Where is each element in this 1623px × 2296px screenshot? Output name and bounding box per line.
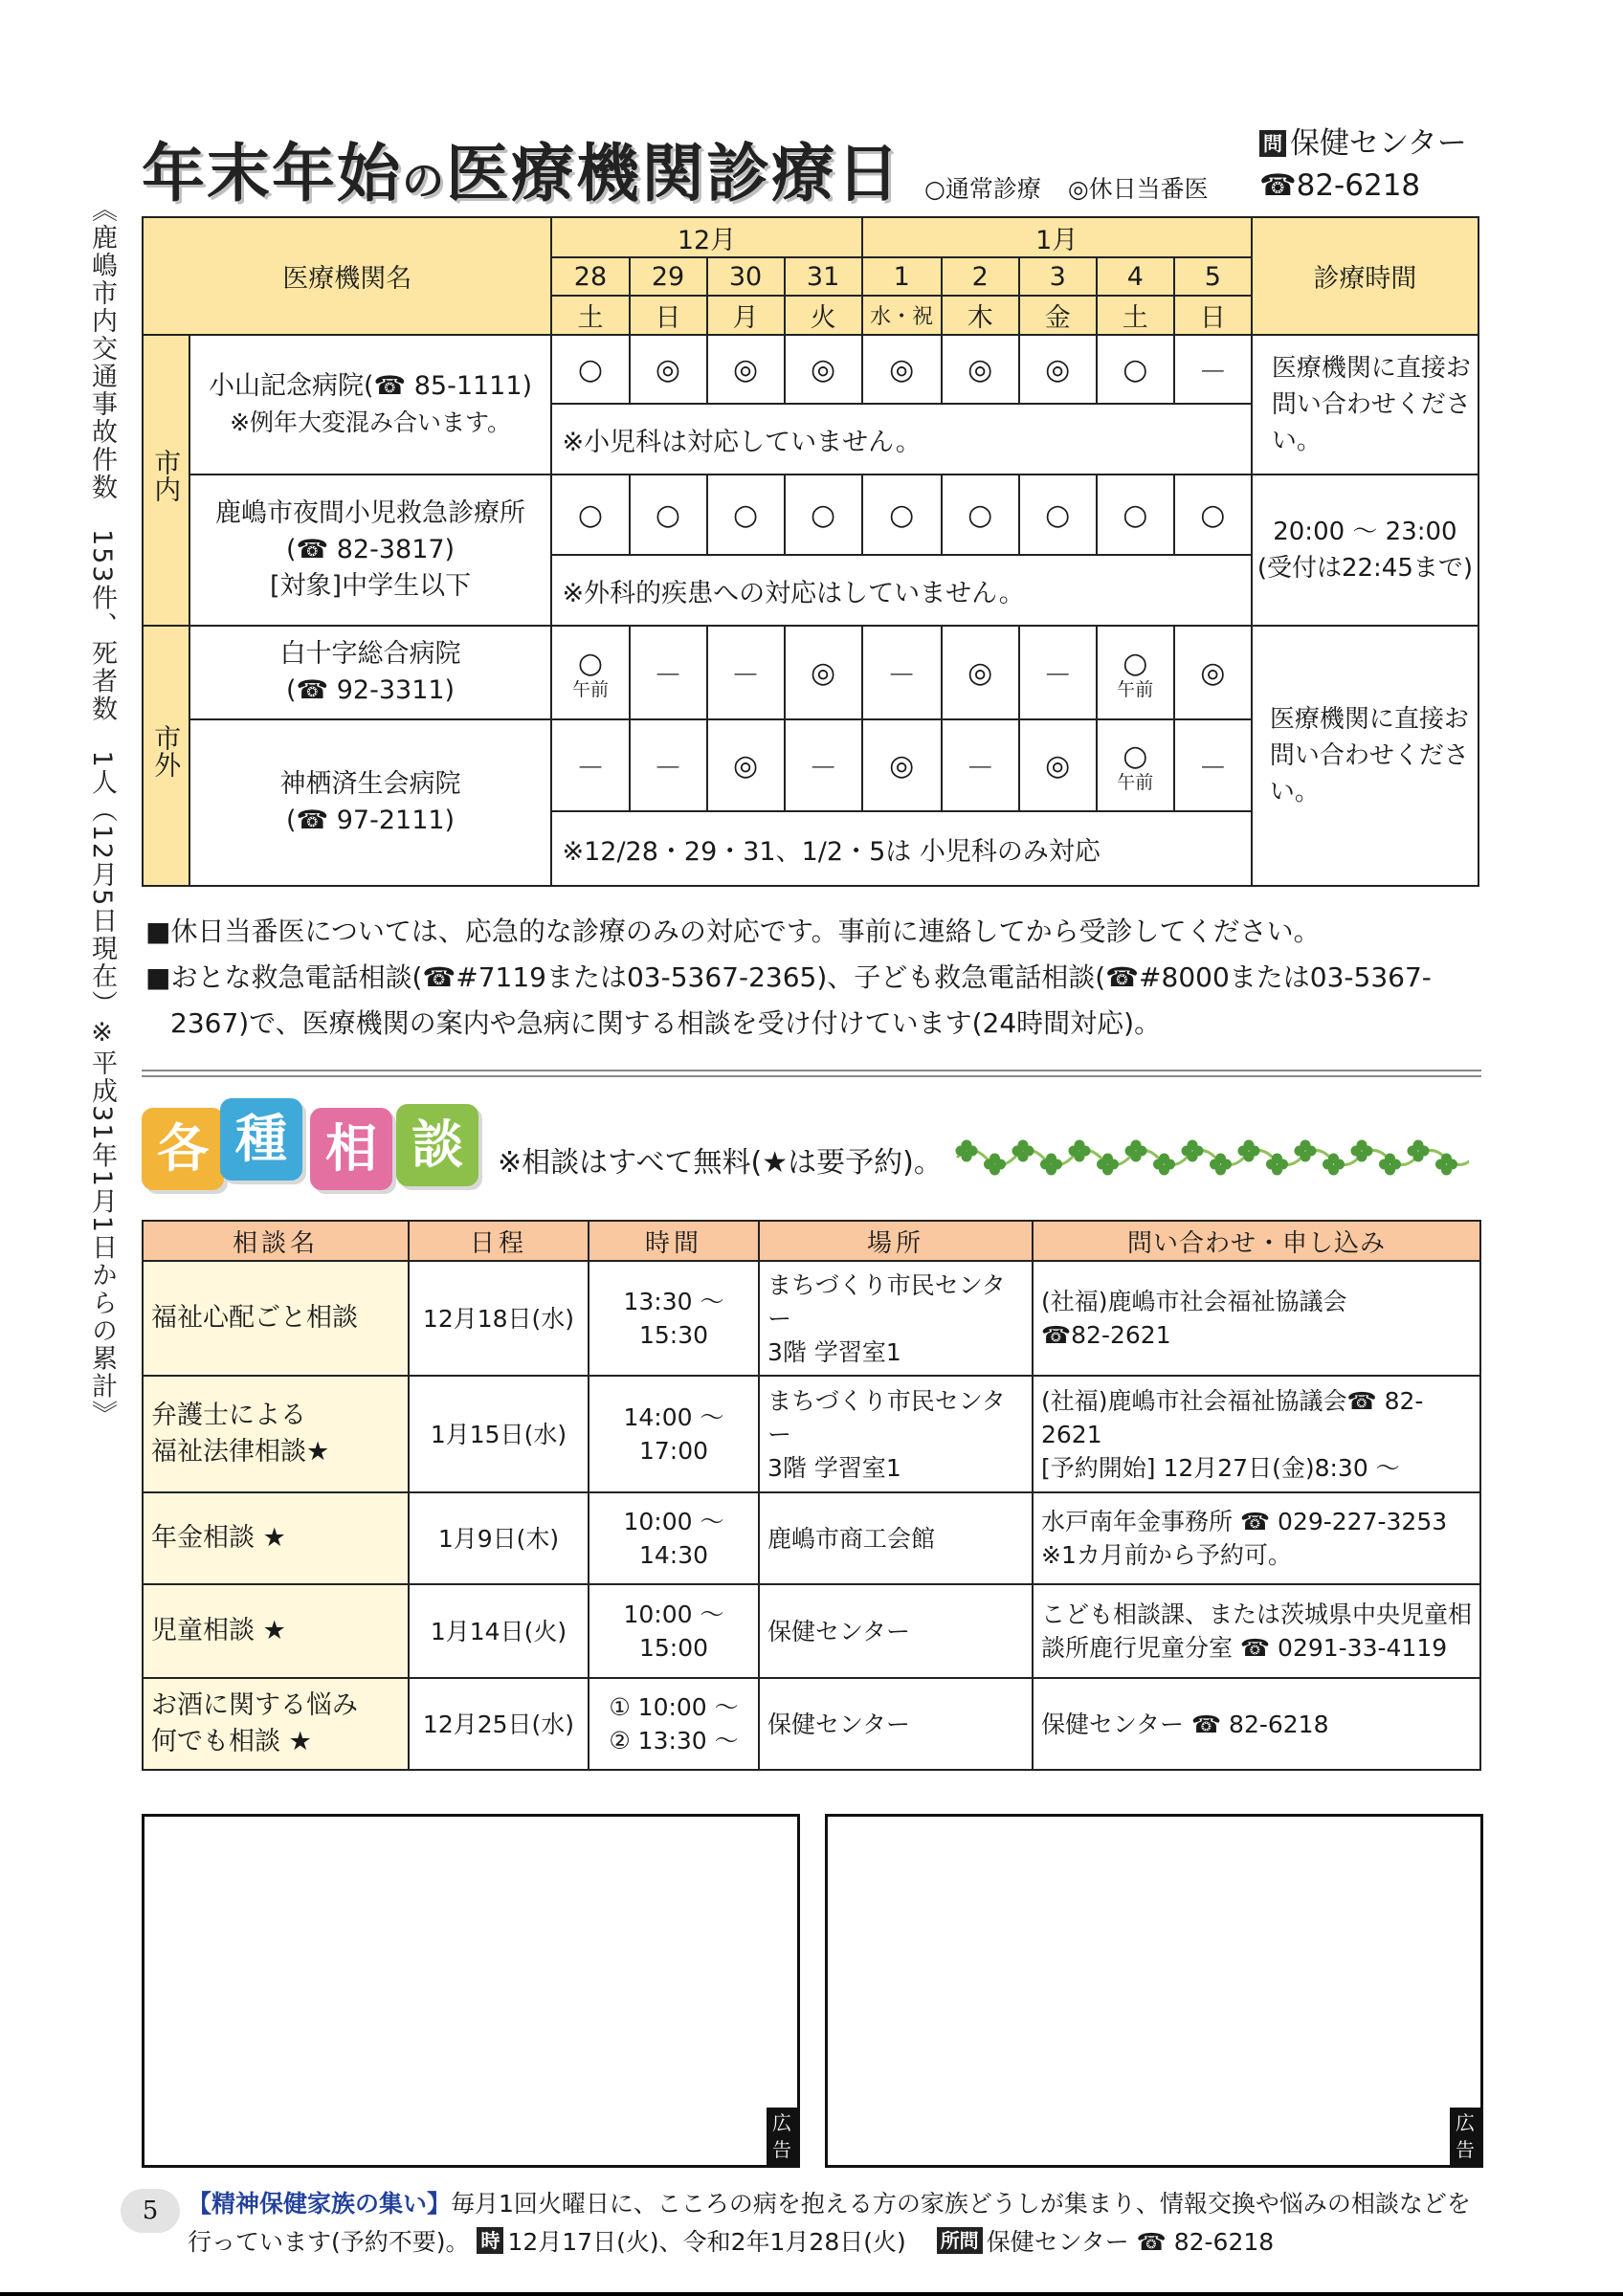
weekday-cell: 水・祝 [862,296,942,335]
schedule-mark: ◎ [862,335,942,404]
col-header: 時間 [589,1221,759,1261]
schedule-mark: ○ [551,335,629,404]
weekday-cell: 金 [1019,296,1097,335]
schedule-mark: ○ [862,475,942,555]
date-cell: 4 [1097,257,1174,296]
schedule-mark: ◎ [630,335,707,404]
mark-symbol: ○ [1123,646,1148,680]
legend-normal: ○通常診療 [924,175,1041,203]
schedule-mark [1097,719,1174,811]
notice-list [145,909,1485,1047]
institution-remark: ※例年大変混み合います。 [230,408,512,436]
schedule-mark: － [942,719,1019,811]
weekday-cell: 日 [630,296,707,335]
date-cell: 30 [707,257,785,296]
mark-symbol: ○ [577,646,604,680]
clover-leaf [1408,1140,1430,1162]
schedule-mark: － [1174,719,1252,811]
institution-header: 医療機関名 [143,217,551,335]
consult-place [759,1376,1033,1492]
schedule-mark: ◎ [785,335,862,404]
clover-leaf [1323,1154,1345,1176]
contact-line: (社福)鹿嶋市社会福祉協議会☎ 82-2621 [1041,1386,1424,1448]
section-divider [142,1070,1481,1077]
consult-place: 保健センター [759,1678,1033,1770]
schedule-mark: ○ [1019,475,1097,555]
table-row [143,1678,1480,1770]
heading-block: 各 [142,1108,224,1190]
consult-date: 1月9日(木) [409,1492,589,1584]
institution-name: 神栖済生会病院 [279,769,461,799]
hours-night-clinic [1252,475,1478,626]
institution-hakujuji [189,626,552,719]
col-header: 日程 [409,1221,589,1261]
name-line: 弁護士による [151,1401,306,1430]
clover-vine-decoration [952,1134,1469,1181]
contact-line: (社福)鹿嶋市社会福祉協議会 [1041,1288,1347,1315]
notice-item: ■おとな救急電話相談(☎#7119または03-5367-2365)、子ども救急電話相談(☎#8000または03-5367-2367)で、医療機関の案内や急病に関する相談を受け付けています(24時間対応)。 [145,961,1432,1039]
ad-box-left[interactable] [142,1814,800,2168]
place-line: まちづくり市民センター [767,1270,1006,1333]
schedule-mark: ◎ [1019,719,1097,811]
date-cell: 1 [862,257,942,296]
consult-name [143,1678,409,1770]
heading-block: 相 [310,1108,392,1190]
col-header: 場所 [759,1221,1033,1261]
symbol-legend [924,170,1209,205]
contact-line: 水戸南年金事務所 ☎ 029-227-3253 [1041,1508,1448,1535]
consult-name: 児童相談 ★ [143,1584,409,1678]
note-night-clinic: ※外科的疾患への対応はしていません。 [551,555,1251,626]
institution-name: 白十字総合病院 [279,639,461,669]
consult-place [759,1261,1033,1376]
schedule-mark: ◎ [942,335,1019,404]
schedule-mark: ◎ [862,719,942,811]
page-title [142,122,901,213]
schedule-mark: － [1174,335,1252,404]
contact-line: [予約開始] 12月27日(金)8:30 ～ [1041,1453,1400,1482]
institution-phone: (☎ 82-3817) [285,535,456,564]
schedule-mark: － [551,719,629,811]
place-line: 3階 学習室1 [767,1337,901,1366]
institution-kamisu [189,719,552,886]
page-number: 5 [121,2189,180,2233]
place-line: 3階 学習室1 [767,1453,901,1482]
date-cell: 29 [630,257,707,296]
side-traffic-note: 《鹿嶋市内交通事故件数 153件、死者数 1人（12月5日現在）※平成31年1月1日からの累計》 [87,196,117,1428]
schedule-mark: ○ [630,475,707,555]
mark-morning: 午前 [1117,771,1154,793]
schedule-mark: － [862,626,942,719]
weekday-cell: 木 [942,296,1019,335]
schedule-mark: － [1019,626,1097,719]
title-part2: 医療機関診療日 [446,137,901,210]
footer-body: 毎月1回火曜日に、こころの病を抱える方の家族どうしが集まり、情報交換や悩みの相談などを行っています(予約不要)。 [188,2190,1471,2256]
institution-night-clinic [189,475,552,626]
clover-leaf [1266,1154,1288,1176]
consult-time: 14:00 ～ 17:00 [589,1376,759,1492]
consult-time: 10:00 ～ 14:30 [589,1492,759,1584]
col-header: 問い合わせ・申し込み [1033,1221,1480,1261]
region-inner-label: 市内 [150,449,183,502]
institution-name: 小山記念病院(☎ 85-1111) [208,371,533,401]
hours-reception: (受付は22:45まで) [1256,554,1474,583]
schedule-mark: ◎ [707,719,785,811]
clover-leaf [1379,1154,1401,1176]
institution-koyama [189,335,552,475]
inquiry-tag: 問 [1259,130,1286,157]
heading-block: 談 [396,1104,478,1186]
place-line: まちづくり市民センター [767,1386,1006,1448]
institution-phone: (☎ 92-3311) [285,675,456,705]
schedule-mark: ○ [785,475,862,555]
region-outer [143,626,189,886]
schedule-mark: ◎ [1019,335,1097,404]
footer-notice [188,2185,1489,2262]
consult-place: 鹿嶋市商工会館 [759,1492,1033,1584]
header-contact [1259,122,1467,207]
col-header: 相談名 [143,1221,409,1261]
schedule-mark: ○ [942,475,1019,555]
schedule-mark: ◎ [707,335,785,404]
hours-header: 診療時間 [1252,217,1478,335]
schedule-mark: － [630,626,707,719]
schedule-mark: ○ [707,475,785,555]
consult-place: 保健センター [759,1584,1033,1678]
medical-schedule-table [142,216,1479,887]
mark-morning: 午前 [1117,678,1154,700]
bottom-rule [0,2292,1623,2296]
consult-contact [1033,1492,1480,1584]
time-line: ② 13:30 ～ [609,1727,739,1755]
consult-date: 1月15日(水) [409,1376,589,1492]
date-cell: 5 [1174,257,1252,296]
month-dec: 12月 [551,217,861,257]
schedule-mark: ○ [551,475,629,555]
consult-contact: 保健センター ☎ 82-6218 [1033,1678,1480,1770]
consult-date: 12月25日(水) [409,1678,589,1770]
hours-outer: 医療機関に直接お問い合わせください。 [1252,626,1478,886]
consult-contact [1033,1261,1480,1376]
legend-holiday: ◎休日当番医 [1067,175,1209,203]
consult-name: 年金相談 ★ [143,1492,409,1584]
consult-time: 10:00 ～ 15:00 [589,1584,759,1678]
contact-phone: ☎82-6218 [1259,168,1421,203]
mark-morning: 午前 [571,678,609,700]
ad-label: 広告 [1450,2108,1480,2165]
institution-target: [対象]中学生以下 [270,571,472,601]
contact-line: ※1カ月前から予約可。 [1041,1541,1292,1569]
schedule-mark: ◎ [785,626,862,719]
schedule-mark [551,626,629,719]
title-part1: 年末年始 [142,137,402,210]
clover-leaf [1295,1140,1317,1162]
region-outer-label: 市外 [150,724,183,778]
schedule-mark: ○ [1174,475,1252,555]
table-row [143,1584,1480,1678]
time-line: ① 10:00 ～ [609,1693,739,1721]
institution-name: 鹿嶋市夜間小児救急診療所 [215,498,526,528]
title-no: の [402,157,446,206]
weekday-cell: 日 [1174,296,1252,335]
schedule-mark: － [630,719,707,811]
weekday-cell: 月 [707,296,785,335]
weekday-cell: 土 [1097,296,1174,335]
ad-label: 広告 [767,2108,797,2165]
schedule-mark: ○ [1097,335,1174,404]
footer-place: 保健センター ☎ 82-6218 [986,2228,1275,2256]
consult-date: 12月18日(水) [409,1261,589,1376]
consult-time: 13:30 ～ 15:30 [589,1261,759,1376]
institution-phone: (☎ 97-2111) [285,806,456,835]
consult-contact: こども相談課、または茨城県中央児童相談所鹿行児童分室 ☎ 0291-33-4119 [1033,1584,1480,1678]
footer-time: 12月17日(火)、令和2年1月28日(火) [507,2228,906,2256]
clover-leaf [1351,1140,1373,1162]
name-line: お酒に関する悩み [151,1690,358,1720]
table-row [143,1261,1480,1376]
name-line: 福祉法律相談★ [151,1437,330,1467]
date-cell: 28 [551,257,629,296]
name-line: 何でも相談 ★ [151,1727,312,1756]
table-row [143,1492,1480,1584]
time-tag: 時 [477,2227,503,2254]
date-cell: 3 [1019,257,1097,296]
table-row [143,1376,1480,1492]
hours-range: 20:00 ～ 23:00 [1273,518,1457,546]
month-jan: 1月 [862,217,1252,257]
schedule-mark: ◎ [942,626,1019,719]
schedule-mark: ○ [1097,475,1174,555]
contact-line: ☎82-2621 [1041,1321,1171,1349]
weekday-cell: 火 [785,296,862,335]
heading-block: 種 [220,1098,302,1181]
consult-date: 1月14日(火) [409,1584,589,1678]
consult-note: ※相談はすべて無料(★は要予約)。 [498,1146,943,1180]
footer-heading: 【精神保健家族の集い】 [188,2190,452,2218]
region-inner [143,335,189,626]
ad-box-right[interactable] [825,1814,1483,2168]
place-tag: 所問 [937,2227,983,2254]
consult-time [589,1678,759,1770]
consult-contact [1033,1376,1480,1492]
consultation-table [142,1220,1481,1771]
mark-symbol: ○ [1123,739,1148,773]
weekday-cell: 土 [551,296,629,335]
schedule-mark: ◎ [1174,626,1252,719]
date-cell: 31 [785,257,862,296]
schedule-mark: － [785,719,862,811]
contact-name: 保健センター [1290,126,1467,161]
hours-koyama: 医療機関に直接お問い合わせください。 [1252,335,1478,475]
note-koyama: ※小児科は対応していません。 [551,404,1251,475]
clover-leaf [1435,1154,1457,1176]
consult-name [143,1376,409,1492]
date-cell: 2 [942,257,1019,296]
note-kamisu: ※12/28・29・31、1/2・5は 小児科のみ対応 [551,811,1251,886]
schedule-mark [1097,626,1174,719]
consult-name: 福祉心配ごと相談 [143,1261,409,1376]
schedule-mark: － [707,626,785,719]
notice-item: ■休日当番医については、応急的な診療のみの対応です。事前に連絡してから受診してください。 [145,916,1321,947]
